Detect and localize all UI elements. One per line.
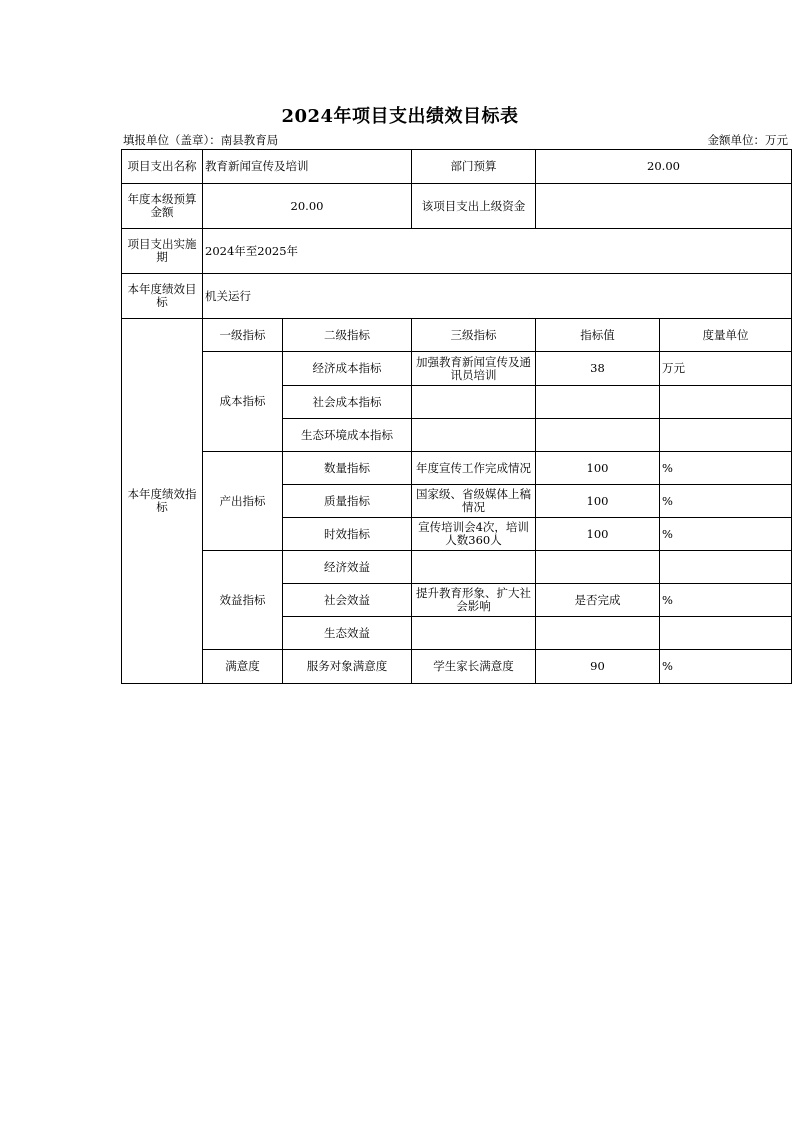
- dept-budget-label: 部门预算: [412, 150, 536, 184]
- level3-cell: [412, 617, 536, 650]
- level2-cell: 经济成本指标: [283, 352, 412, 386]
- level3-cell: [412, 386, 536, 419]
- value-cell: 38: [536, 352, 660, 386]
- level1-cell: 产出指标: [203, 452, 283, 551]
- value-cell: 90: [536, 650, 660, 684]
- project-name-value: 教育新闻宣传及培训: [203, 150, 412, 184]
- value-cell: 100: [536, 485, 660, 518]
- unit-cell: %: [660, 452, 792, 485]
- unit-cell: [660, 419, 792, 452]
- level3-cell: [412, 551, 536, 584]
- level2-cell: 经济效益: [283, 551, 412, 584]
- indicator-row: [122, 551, 792, 584]
- level3-cell: 国家级、省级媒体上稿情况: [412, 485, 536, 518]
- amount-unit-label: 金额单位：万元: [707, 133, 788, 147]
- indicator-row: [122, 452, 792, 485]
- project-name-label: 项目支出名称: [122, 150, 203, 184]
- superior-funds-value: [536, 184, 792, 229]
- unit-cell: [660, 617, 792, 650]
- page-title: 2024年项目支出绩效目标表: [281, 106, 519, 127]
- fill-unit-label: 填报单位（盖章）：南县教育局: [123, 133, 279, 147]
- header-cell: 二级指标: [283, 319, 412, 352]
- annual-budget-row: [122, 184, 792, 229]
- level1-cell: 成本指标: [203, 352, 283, 452]
- annual-budget-label: 年度本级预算金额: [122, 184, 203, 229]
- level3-cell: [412, 419, 536, 452]
- indicator-header-row: [122, 319, 792, 352]
- indicators-section-label: 本年度绩效指标: [122, 319, 203, 684]
- value-cell: 100: [536, 452, 660, 485]
- period-label: 项目支出实施期: [122, 229, 203, 274]
- level2-cell: 生态效益: [283, 617, 412, 650]
- value-cell: [536, 419, 660, 452]
- unit-cell: [660, 386, 792, 419]
- level2-cell: 时效指标: [283, 518, 412, 551]
- unit-cell: %: [660, 485, 792, 518]
- indicator-row: [122, 352, 792, 386]
- level3-cell: 加强教育新闻宣传及通讯员培训: [412, 352, 536, 386]
- annual-goal-label: 本年度绩效目标: [122, 274, 203, 319]
- value-cell: 是否完成: [536, 584, 660, 617]
- level1-cell: 效益指标: [203, 551, 283, 650]
- annual-budget-value: 20.00: [203, 184, 412, 229]
- level2-cell: 质量指标: [283, 485, 412, 518]
- level3-cell: 宣传培训会4次，培训人数360人: [412, 518, 536, 551]
- value-cell: 100: [536, 518, 660, 551]
- unit-cell: 万元: [660, 352, 792, 386]
- dept-budget-value: 20.00: [536, 150, 792, 184]
- period-row: [122, 229, 792, 274]
- level3-cell: 提升教育形象、扩大社会影响: [412, 584, 536, 617]
- performance-table: [121, 149, 792, 684]
- level1-cell: 满意度: [203, 650, 283, 684]
- period-value: 2024年至2025年: [203, 229, 792, 274]
- unit-cell: %: [660, 650, 792, 684]
- annual-goal-row: [122, 274, 792, 319]
- value-cell: [536, 617, 660, 650]
- level3-cell: 学生家长满意度: [412, 650, 536, 684]
- level2-cell: 社会成本指标: [283, 386, 412, 419]
- annual-goal-value: 机关运行: [203, 274, 792, 319]
- header-cell: 指标值: [536, 319, 660, 352]
- value-cell: [536, 386, 660, 419]
- level2-cell: 服务对象满意度: [283, 650, 412, 684]
- indicator-row: [122, 650, 792, 684]
- project-name-row: [122, 150, 792, 184]
- level3-cell: 年度宣传工作完成情况: [412, 452, 536, 485]
- level2-cell: 生态环境成本指标: [283, 419, 412, 452]
- header-cell: 度量单位: [660, 319, 792, 352]
- unit-cell: %: [660, 518, 792, 551]
- level2-cell: 社会效益: [283, 584, 412, 617]
- header-cell: 三级指标: [412, 319, 536, 352]
- level2-cell: 数量指标: [283, 452, 412, 485]
- unit-cell: %: [660, 584, 792, 617]
- unit-cell: [660, 551, 792, 584]
- header-cell: 一级指标: [203, 319, 283, 352]
- value-cell: [536, 551, 660, 584]
- superior-funds-label: 该项目支出上级资金: [412, 184, 536, 229]
